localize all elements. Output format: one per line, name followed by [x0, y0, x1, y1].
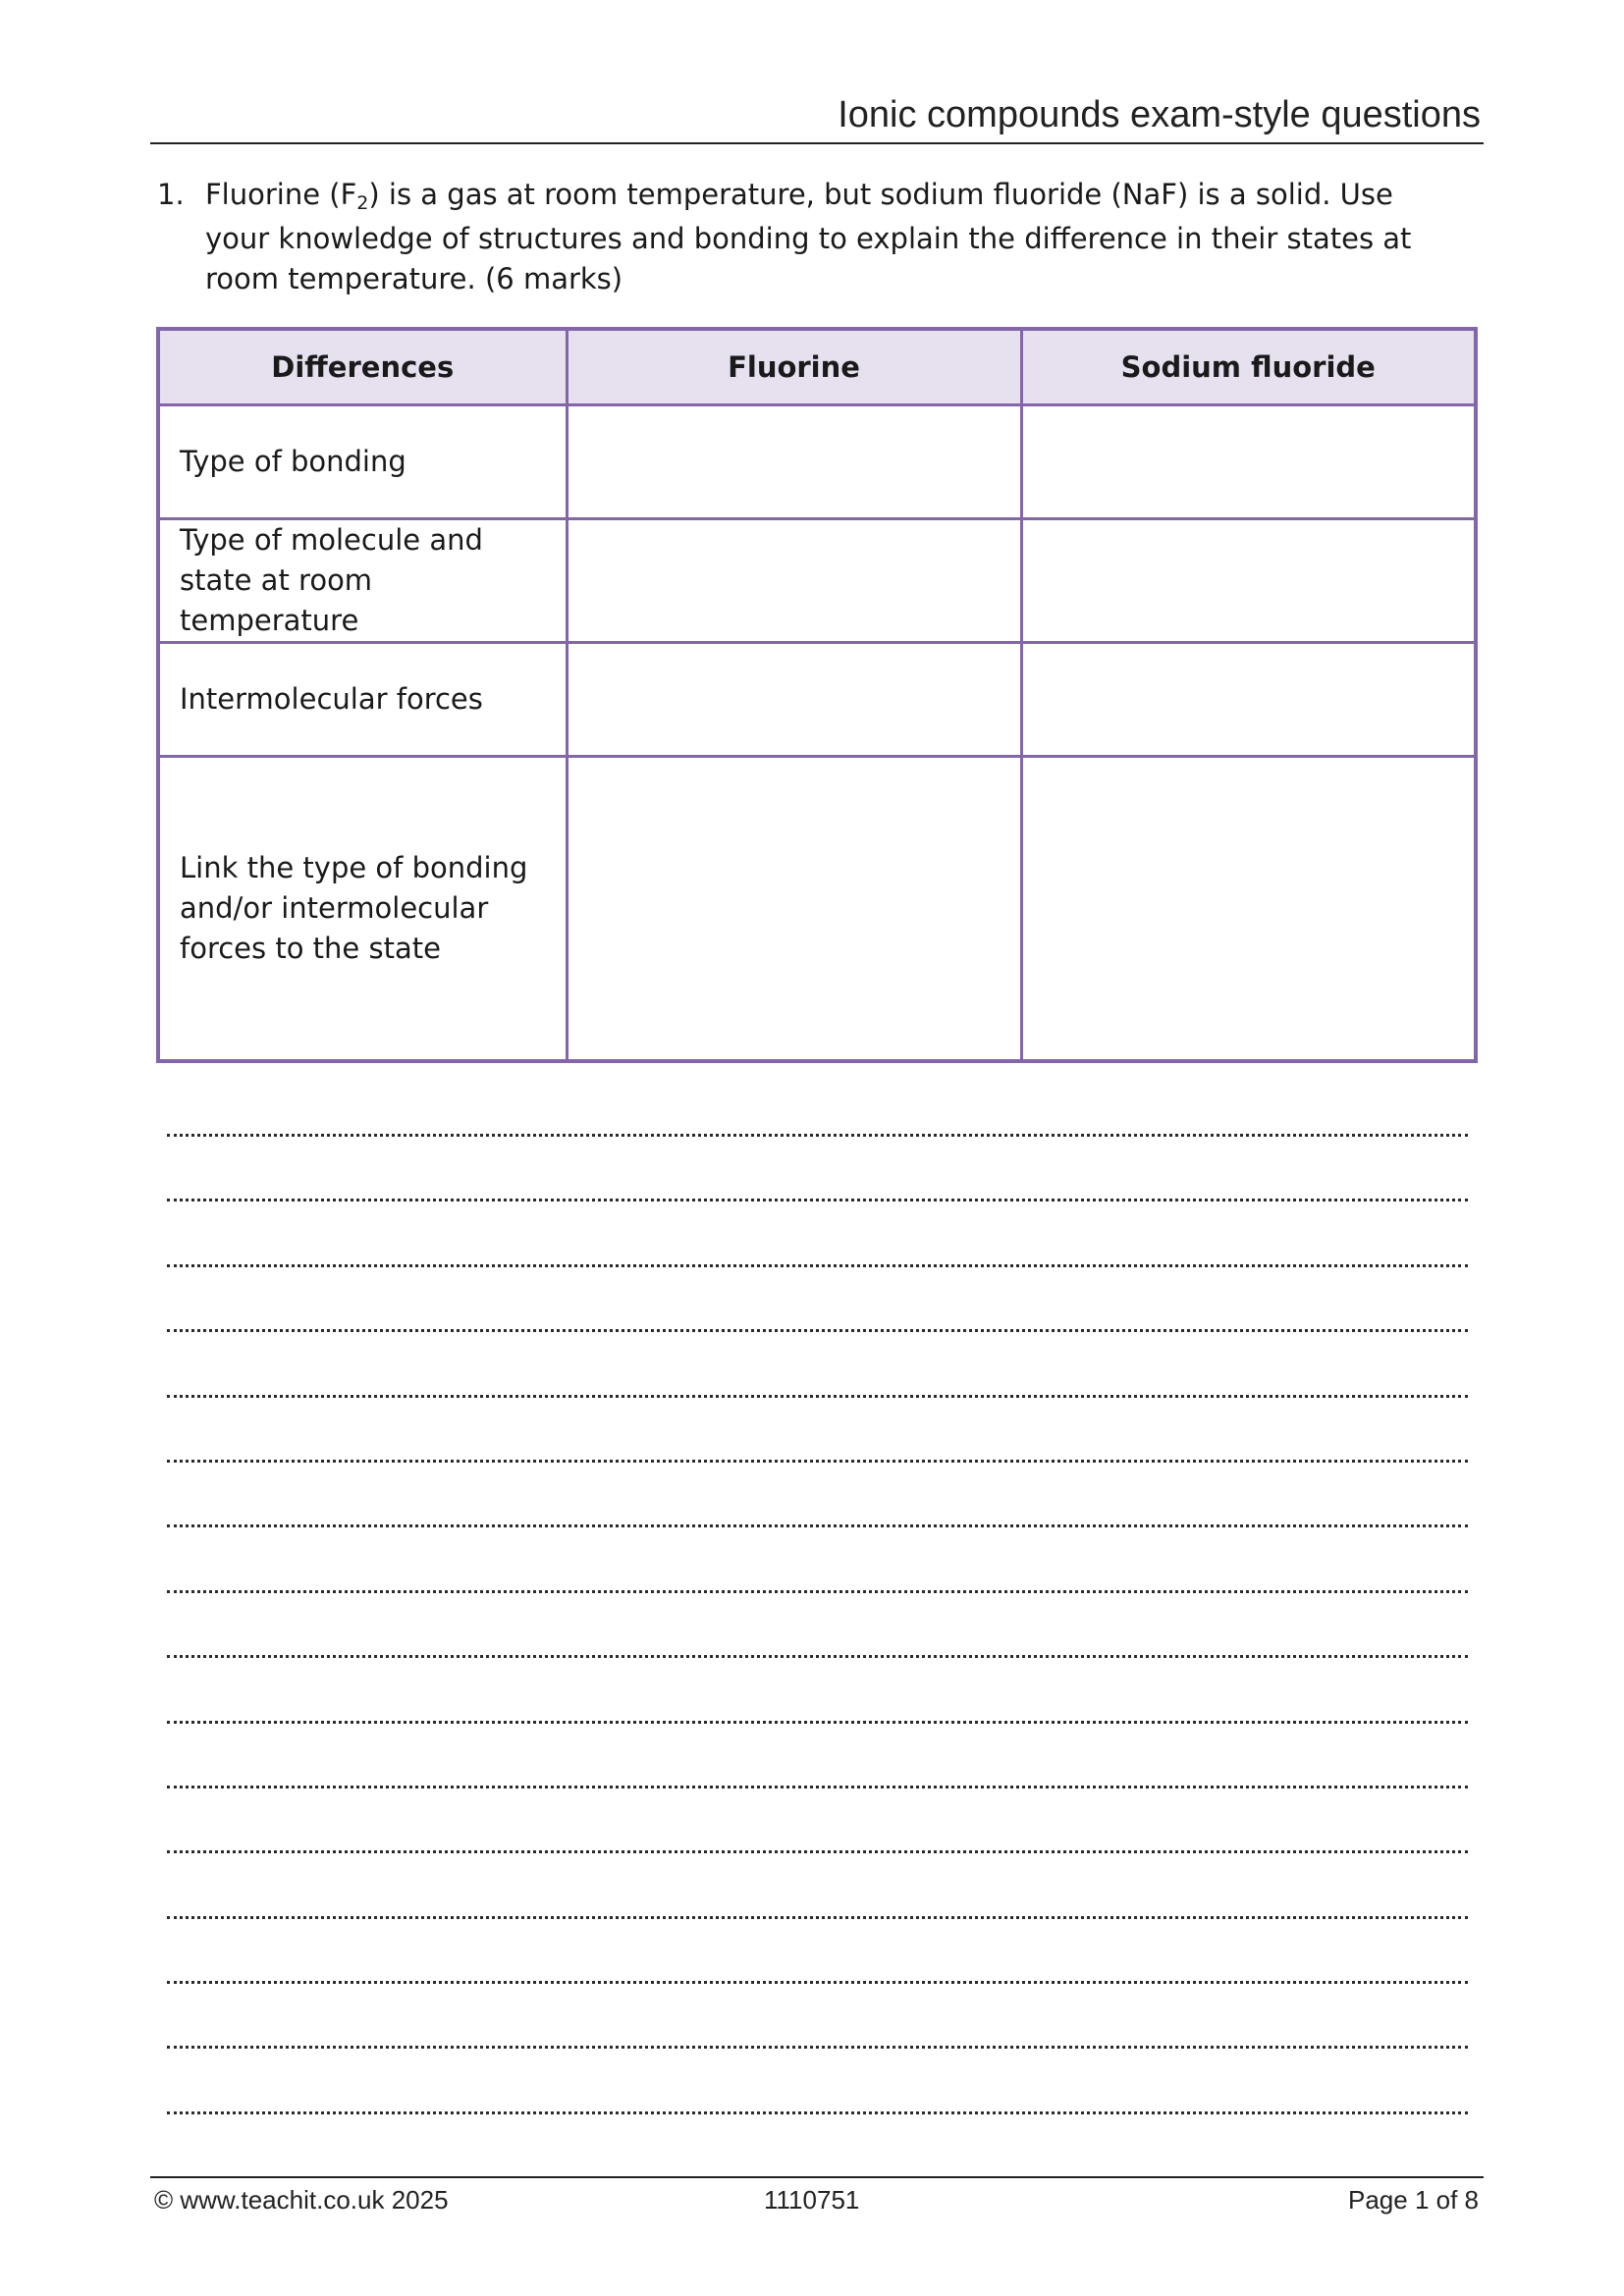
header-fluorine: Fluorine: [567, 329, 1021, 405]
header-differences: Differences: [158, 329, 567, 405]
fluorine-answer-cell[interactable]: [567, 519, 1021, 643]
question-text: [205, 175, 1462, 299]
question-text-a: Fluorine (F: [205, 178, 357, 211]
fluorine-answer-cell[interactable]: [567, 757, 1021, 1062]
answer-line[interactable]: [167, 1655, 1468, 1658]
footer-copyright: © www.teachit.co.uk 2025: [154, 2185, 449, 2215]
answer-line[interactable]: [167, 1460, 1468, 1463]
question-text-b: ) is a gas at room temperature, but sodium fluoride (NaF) is a solid. Use your knowledge of structures and bonding to explain the difference in their states at room temperature. (6 marks): [205, 178, 1412, 295]
table-header-row: [158, 329, 1476, 405]
answer-line[interactable]: [167, 1524, 1468, 1527]
answer-line[interactable]: [167, 2046, 1468, 2049]
row-label: Intermolecular forces: [158, 643, 567, 757]
answer-lines[interactable]: [167, 1134, 1468, 2176]
document-title: Ionic compounds exam-style questions: [838, 94, 1481, 135]
fluorine-answer-cell[interactable]: [567, 643, 1021, 757]
sodium-fluoride-answer-cell[interactable]: [1021, 519, 1476, 643]
footer-page-number: Page 1 of 8: [1348, 2185, 1479, 2215]
answer-line[interactable]: [167, 1134, 1468, 1137]
fluorine-answer-cell[interactable]: [567, 405, 1021, 519]
answer-line[interactable]: [167, 2111, 1468, 2114]
footer-divider: [150, 2176, 1484, 2178]
answer-line[interactable]: [167, 1329, 1468, 1332]
answer-line[interactable]: [167, 1786, 1468, 1789]
table-row: [158, 757, 1476, 1062]
answer-line[interactable]: [167, 1395, 1468, 1398]
row-label: Link the type of bonding and/or intermolecular forces to the state: [158, 757, 567, 1062]
row-label: Type of bonding: [158, 405, 567, 519]
question-subscript: 2: [356, 192, 369, 214]
header-sodium-fluoride: Sodium fluoride: [1021, 329, 1476, 405]
table-row: [158, 643, 1476, 757]
row-label: Type of molecule and state at room temperature: [158, 519, 567, 643]
answer-line[interactable]: [167, 1916, 1468, 1919]
answer-line[interactable]: [167, 1721, 1468, 1724]
answer-line[interactable]: [167, 1590, 1468, 1593]
comparison-table: [156, 327, 1478, 1063]
table-row: [158, 405, 1476, 519]
answer-line[interactable]: [167, 1264, 1468, 1267]
footer-resource-code: 1110751: [764, 2185, 860, 2215]
sodium-fluoride-answer-cell[interactable]: [1021, 757, 1476, 1062]
header-divider: [150, 142, 1484, 144]
answer-line[interactable]: [167, 1850, 1468, 1853]
answer-line[interactable]: [167, 1199, 1468, 1201]
sodium-fluoride-answer-cell[interactable]: [1021, 643, 1476, 757]
sodium-fluoride-answer-cell[interactable]: [1021, 405, 1476, 519]
answer-line[interactable]: [167, 1981, 1468, 1984]
table-row: [158, 519, 1476, 643]
question-number: 1.: [157, 178, 185, 211]
